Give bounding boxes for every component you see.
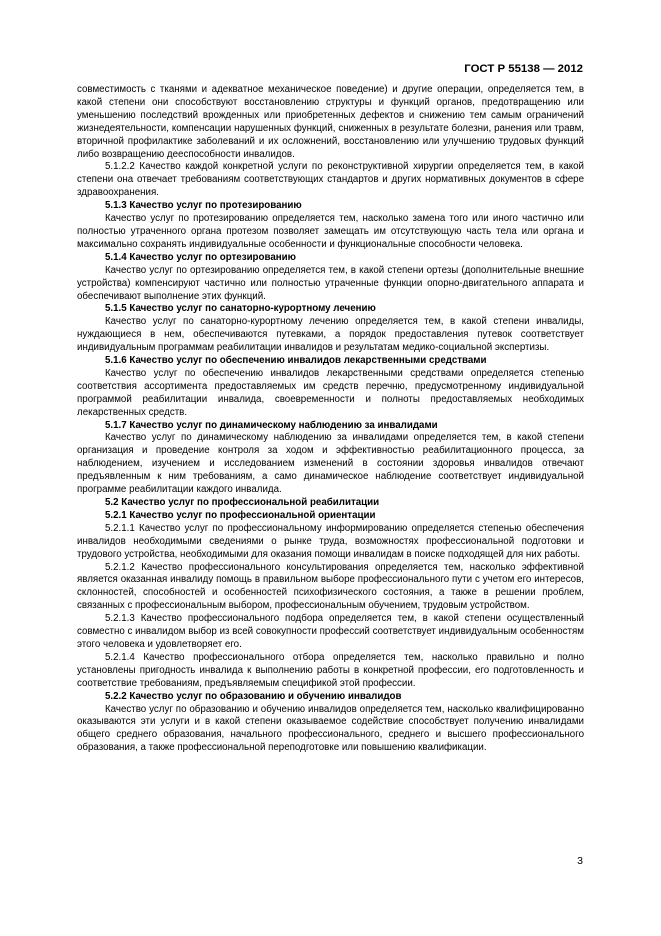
document-body (77, 84, 584, 755)
paragraph: Качество услуг по ортезированию определяется тем, в какой степени ортезы (дополнительные внешние устройства) компенсируют частично или полностью утраченные функции опорно-двигательного аппарата и обеспечивают выполнение этих функций. (77, 264, 584, 302)
paragraph: Качество услуг по обеспечению инвалидов лекарственными средствами определяется степенью соответствия ассортимента предоставляемых им средств перечню, предусмотренному индивидуальной программой реабилитации инвалида, своевременности и полноты предоставляемых необходимых лекарственных средств. (77, 367, 584, 418)
section-heading: 5.2.2 Качество услуг по образованию и обучению инвалидов (105, 690, 402, 702)
paragraph: 5.2.1.1 Качество услуг по профессиональному информированию определяется степенью обеспечения инвалидов необходимыми сведениями о рынке труда, возможностях профессиональной подготовки и трудового устройства, необходимыми для оказания помощи инвалидам в поиске подходящей для них работы. (77, 522, 584, 560)
document-header: ГОСТ Р 55138 — 2012 (464, 63, 583, 75)
paragraph: 5.1.2.2 Качество каждой конкретной услуги по реконструктивной хирургии определяется тем, в какой степени она отвечает требованиям соответствующих стандартов и других нормативных документов в сфере здравоохранения. (77, 161, 584, 199)
paragraph: Качество услуг по протезированию определяется тем, насколько замена того или иного частично или полностью утраченного органа протезом позволяет замещать им отсутствующую часть тела или органа и максимально сохранять индивидуальные особенности и функциональные способности человека. (77, 213, 584, 250)
paragraph: 5.2.1.3 Качество профессионального подбора определяется тем, в какой степени осуществленный совместно с инвалидом выбор из всей совокупности профессий соответствует индивидуальным особенностям этого человека и удовлетворяет его. (77, 613, 584, 650)
section-heading: 5.2.1 Качество услуг по профессиональной ориентации (105, 509, 376, 521)
section-heading: 5.2 Качество услуг по профессиональной реабилитации (105, 497, 380, 508)
page-number: 3 (577, 855, 583, 867)
section-heading: 5.1.7 Качество услуг по динамическому наблюдению за инвалидами (105, 419, 438, 431)
section-heading: 5.1.6 Качество услуг по обеспечению инвалидов лекарственными средствами (105, 355, 487, 367)
section-heading: 5.1.5 Качество услуг по санаторно-курортному лечению (105, 303, 376, 315)
section-heading: 5.1.4 Качество услуг по ортезированию (105, 251, 296, 263)
section-heading: 5.1.3 Качество услуг по протезированию (105, 200, 302, 212)
paragraph: Качество услуг по санаторно-курортному лечению определяется тем, в какой степени инвалиды, нуждающиеся в нем, обеспечиваются путевками, а порядок предоставления путевок соответствует индивидуальным программам реабилитации инвалидов и результатам медико-социальной экспертизы. (77, 316, 584, 354)
paragraph: 5.2.1.2 Качество профессионального консультирования определяется тем, насколько эффективной является оказанная инвалиду помощь в правильном выборе профессионального пути с учетом его интересов, склонностей, способностей и особенностей психофизического состояния, а также в решении проблем, связанных с профессиональным выбором, профессиональным обучением, трудовым устройством. (77, 561, 584, 612)
paragraph: Качество услуг по образованию и обучению инвалидов определяется тем, насколько квалифицированно оказываются эти услуги и в какой степени оказываемое содействие способствует получению инвалидами общего среднего образования, начального профессионального, среднего и высшего профессионального образования, а также профессиональной переподготовке или повышению квалификации. (77, 703, 584, 754)
paragraph: 5.2.1.4 Качество профессионального отбора определяется тем, насколько правильно и полно установлены пригодность инвалида к выполнению работы в конкретной профессии, его подготовленность и соответствие требованиям, предъявляемым спецификой этой профессии. (77, 651, 584, 689)
paragraph: Качество услуг по динамическому наблюдению за инвалидами определяется тем, в какой степени организация и проведение контроля за ходом и эффективностью реабилитационного процесса, за наблюдением, изучением и исследованием изменений в состоянии здоровья инвалидов отвечают предъявленным к ним требованиям, а само динамическое наблюдение соответствует индивидуальной программе реабилитации каждого инвалида. (77, 432, 584, 496)
paragraph: совместимость с тканями и адекватное механическое поведение) и другие операции, определяется тем, в какой степени они способствуют восстановлению структуры и функций органов, предотвращению или уменьшению последствий врожденных или приобретенных дефектов и снижению тем самым ограничений жизнедеятельности, компенсации нарушенных функций, сниженных в результате болезни, ранения или травм, вторичной профилактике заболеваний и их осложнений, восстановлению или улучшению трудовых функций либо возвращению дееспособности инвалидов. (77, 84, 584, 160)
